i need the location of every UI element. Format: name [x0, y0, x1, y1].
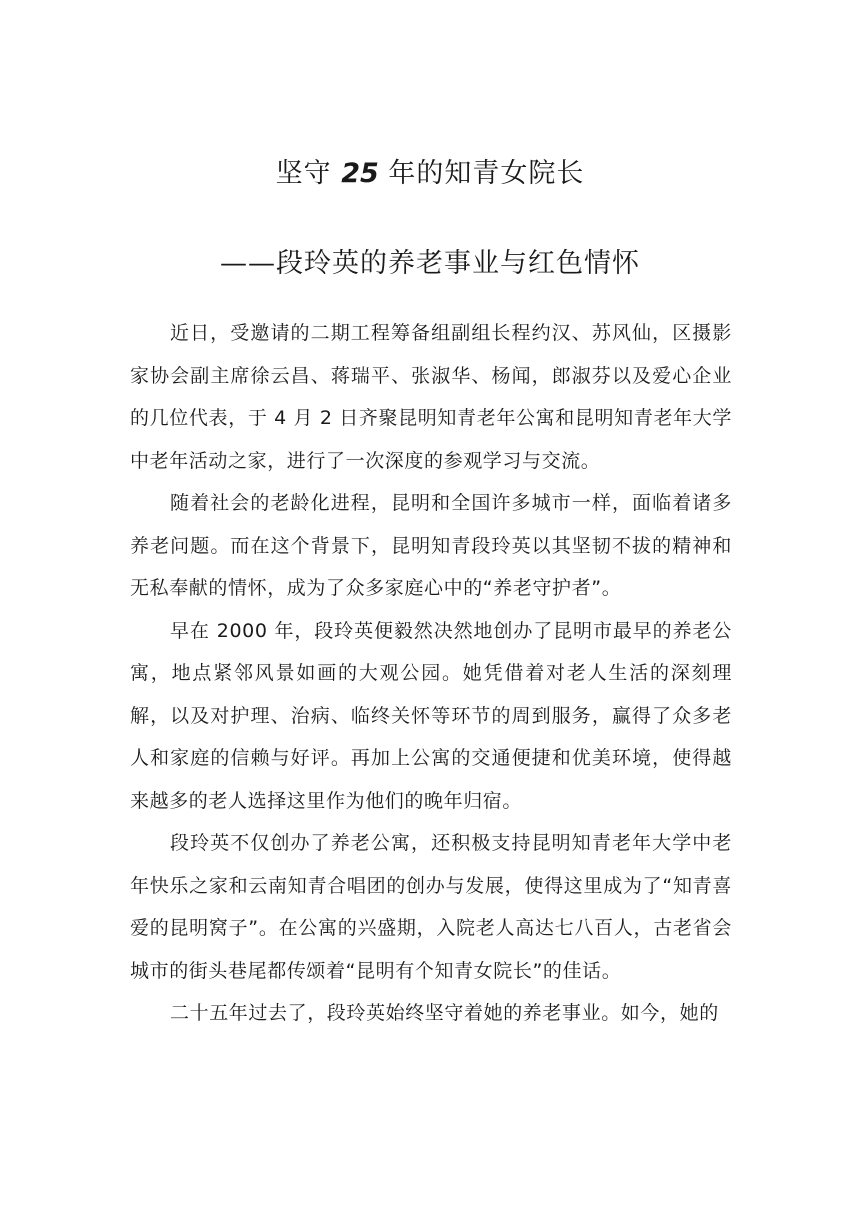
document-title: [0, 156, 860, 192]
document-subtitle: ——段玲英的养老事业与红色情怀: [220, 248, 640, 279]
title-number: 25: [341, 158, 379, 189]
paragraph: 二十五年过去了，段玲英始终坚守着她的养老事业。如今，她的: [170, 1002, 719, 1024]
paragraph: 段玲英不仅创办了养老公寓，还积极支持昆明知青老年大学中老年快乐之家和云南知青合唱团的创办与发展，使得这里成为了“知青喜爱的昆明窝子”。在公寓的兴盛期，入院老人高达七八百人，古老省会城市的街头巷尾都传颂着“昆明有个知青女院长”的佳话。: [130, 832, 732, 982]
paragraph: 随着社会的老龄化进程，昆明和全国许多城市一样，面临着诸多养老问题。而在这个背景下，昆明知青段玲英以其坚韧不拔的精神和无私奉献的情怀，成为了众多家庭心中的“养老守护者”。: [130, 492, 732, 599]
title-prefix: 坚守: [275, 158, 332, 189]
article-body: [130, 312, 732, 1035]
paragraph: 早在 2000 年，段玲英便毅然决然地创办了昆明市最早的养老公寓，地点紧邻风景如画的大观公园。她凭借着对老人生活的深刻理解，以及对护理、治病、临终关怀等环节的周到服务，赢得了众多老人和家庭的信赖与好评。再加上公寓的交通便捷和优美环境，使得越来越多的老人选择这里作为他们的晚年归宿。: [130, 619, 732, 812]
paragraph: 近日，受邀请的二期工程筹备组副组长程约汉、苏风仙，区摄影家协会副主席徐云昌、蒋瑞平、张淑华、杨闻，郎淑芬以及爱心企业的几位代表，于 4 月 2 日齐聚昆明知青老年公寓和昆明知青老年大学中老年活动之家，进行了一次深度的参观学习与交流。: [130, 322, 732, 472]
title-suffix: 年的知青女院长: [388, 158, 585, 189]
